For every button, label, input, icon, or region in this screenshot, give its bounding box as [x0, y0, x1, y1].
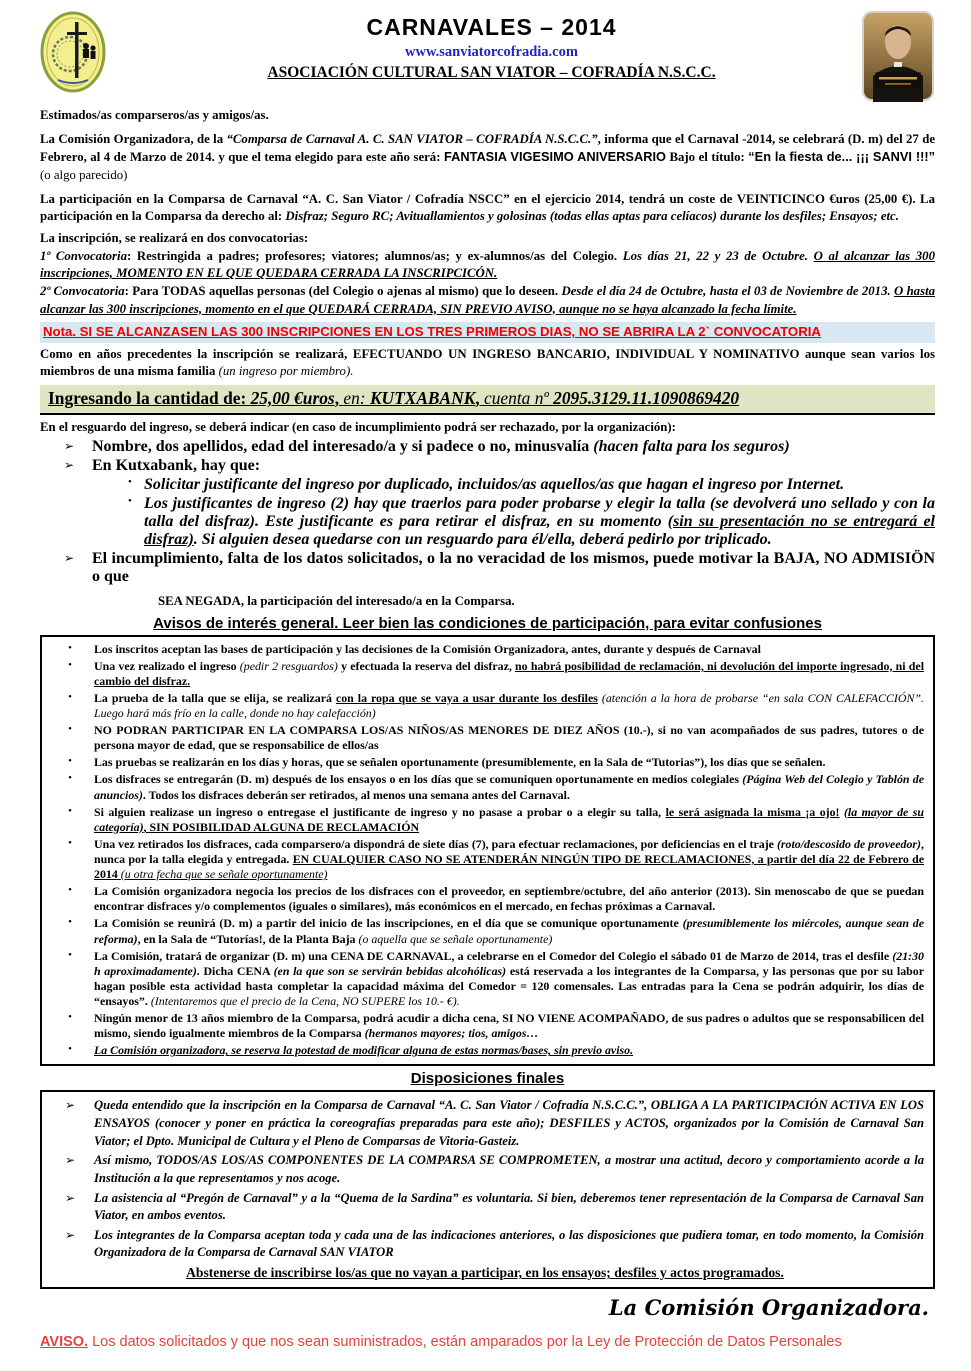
greeting-line: Estimados/as comparseros/as y amigos/as.	[40, 108, 269, 122]
list-item-text: Nombre, dos apellidos, edad del interesado/a y si padece o no, minusvalía (hacen falta para los seguros)	[92, 437, 790, 455]
list-item	[46, 884, 924, 914]
list-item	[128, 476, 935, 494]
list-item	[46, 691, 924, 721]
bullet-icon: •	[128, 475, 132, 488]
list-item	[64, 438, 935, 456]
list-item	[46, 916, 924, 946]
avisos-heading: Avisos de interés general. Leer bien las condiciones de participación, para evitar confusiones	[153, 614, 822, 632]
list-item-text: Los disfraces se entregarán (D. m) después de los ensayos o en los días que se comuniquen oportunamente en medios colegiales (Página Web del Colegio y Tablón de anuncios). Todos los disfraces deberán ser retirados, al menos una semana antes del Carnaval.	[94, 772, 924, 802]
founder-portrait-icon	[861, 10, 935, 102]
header-titles	[132, 10, 851, 82]
cost-paragraph: La participación en la Comparsa de Carnaval “A. C. San Viator / Cofradía NSCC” en el ejercicio 2014, tendrá un coste de VEINTICINCO €uros (25,00 €). La participación en la Comparsa da derecho al: Disfraz; Seguro RC; Avituallamientos y golosinas (todas ellas aptas para celíacos) durante los desfiles; Ensayos; etc.	[40, 191, 935, 224]
bullet-icon: •	[68, 690, 72, 703]
list-item	[46, 642, 924, 657]
resguardo-intro: En el resguardo del ingreso, se deberá indicar (en caso de incumplimiento podrá ser rechazado, por la organización):	[40, 420, 676, 435]
bank-deposit-banner: Ingresando la cantidad de: 25,00 €uros, en: KUTXABANK, cuenta nº 2095.3129.11.1090869420	[40, 385, 935, 415]
bullet-icon: •	[68, 755, 72, 768]
list-item-text: Así mismo, TODOS/AS LOS/AS COMPONENTES DE LA COMPARSA SE COMPROMETEN, a mostrar una actitud, decoro y comportamiento acorde a la Institución a la que representamos y nos acoge.	[94, 1153, 924, 1185]
convocatorias-intro: La inscripción, se realizará en dos convocatorias:	[40, 230, 309, 245]
cofradia-seal-icon	[40, 10, 106, 94]
bullet-icon: •	[68, 836, 72, 849]
list-item	[64, 550, 935, 586]
bullet-icon: •	[128, 494, 132, 507]
aviso-line: AVISO. Los datos solicitados y que nos sean suministrados, están amparados por la Ley de Protección de Datos Personales	[40, 1333, 842, 1350]
list-item-text: La Comisión organizadora negocia los precios de los disfraces con el proveedor, en septiembre/octubre, del año anterior (2013). Sin menoscabo de que se puedan encontrar disfraces y/o complementos (iguales o similares), más económicos en el mercado, en fechas próximas a Carnaval.	[94, 884, 924, 914]
list-item-text: Ningún menor de 13 años miembro de la Comparsa, podrá acudir a dicha cena, SI NO VIENE ACOMPAÑADO, de sus padres o adultos que se responsabilicen del mismo, siendo igualmente miembros de la Comparsa (hermanos mayores; tios, amigos…	[94, 1011, 924, 1041]
list-item-text: Los inscritos aceptan las bases de participación y las decisiones de la Comisión Organizadora, antes, durante y después de Carnaval	[94, 641, 761, 656]
cofradia-logo	[40, 10, 132, 99]
disposiciones-heading: Disposiciones finales	[410, 1070, 565, 1088]
document-header	[40, 10, 935, 102]
list-item-text: Queda entendido que la inscripción en la Comparsa de Carnaval “A. C. San Viator / Cofradía N.S.C.C.”, OBLIGA A LA PARTICIPACIÓN ACTIVA EN LOS ENSAYOS (conocer y poner en práctica la coreografías preparadas para este año); DESFILES y ACTOS, organizados por la Comisión de Carnaval San Viator; el Dpto. Municipal de Cultura y el Pleno de Comparsas de Vitoria-Gasteiz.	[94, 1098, 924, 1148]
list-item-text: El incumplimiento, falta de los datos solicitados, o la no veracidad de los mismos, puede motivar la BAJA, NO ADMISIÖN o que	[92, 549, 935, 585]
list-item	[46, 837, 924, 882]
founder-portrait	[851, 10, 935, 102]
website-link[interactable]: www.sanviatorcofradia.com	[405, 44, 578, 60]
list-item-text: NO PODRAN PARTICIPAR EN LA COMPARSA LOS/AS NIÑOS/AS MENORES DE DIEZ AÑOS (10.-), si no van acompañados de sus padres, tutores o de persona mayor de edad, que se responsabilice de ellos/as	[94, 723, 924, 753]
arrow-bullet-icon: ➢	[64, 1227, 76, 1242]
list-item	[46, 1152, 924, 1187]
list-item	[46, 755, 924, 770]
org-name: ASOCIACIÓN CULTURAL SAN VIATOR – COFRADÍA N.S.C.C.	[267, 64, 716, 81]
bullet-icon: •	[68, 916, 72, 929]
list-item-text: La Comisión se reunirá (D. m) a partir del inicio de las inscripciones, en el día que se comunique oportunamente (presumiblemente los miércoles, aunque sean de reforma), en la Sala de “Tutorías!, de la Planta Baja (o aquella que se señale oportunamente)	[94, 916, 924, 946]
list-item	[46, 1227, 924, 1262]
bullet-icon: •	[68, 723, 72, 736]
list-item-text: Los justificantes de ingreso (2) hay que traerlos para poder probarse y elegir la talla (se devolverá uno sellado y con la talla del disfraz). Este justificante es para retirar el disfraz, en su momento (sin su presentación no se entregará el disfraz). Si alguien desea quedarse con un resguardo para él/ella, deberá pedirlo por triplicado.	[144, 494, 935, 548]
bullet-icon: •	[68, 884, 72, 897]
arrow-bullet-icon: ➢	[64, 550, 75, 565]
arrow-bullet-icon: ➢	[64, 1153, 76, 1168]
disposiciones-list	[46, 1097, 924, 1262]
arrow-bullet-icon: ➢	[64, 1098, 76, 1113]
abstenerse-line: Abstenerse de inscribirse los/as que no vayan a participar, en los ensayos; desfiles y actos programados.	[186, 1265, 784, 1281]
list-item	[46, 723, 924, 753]
list-item-text: La asistencia al “Pregón de Carnaval” y a la “Quema de la Sardina” es voluntaria. Si bien, deberemos tener representación de la Comparsa de Carnaval San Viator, en ambos eventos.	[94, 1190, 924, 1223]
convocatoria-2: 2º Convocatoria: Para TODAS aquellas personas (del Colegio o ajenas al mismo) que lo deseen. Desde el día 24 de Octubre, hasta el 03 de Noviembre de 2013. O hasta alcanzar las 300 inscripciones, momento en el que QUEDARÁ CERRADA, SIN PREVIO AVISO, aunque no se haya alcanzado la fecha límite.	[40, 283, 936, 316]
kutxabank-sublist	[128, 476, 935, 549]
signature: La Comisión Organizadora.	[608, 1294, 929, 1320]
intro-paragraph: La Comisión Organizadora, de la “Comparsa de Carnaval A. C. SAN VIATOR – COFRADÍA N.S.C.C.”, informa que el Carnaval -2014, se celebrará (D. m) del 27 de Febrero, al 4 de Marzo de 2014. y que el tema elegido para este año será: FANTASIA VIGESIMO ANIVERSARIO Bajo el título: “En la fiesta de... ¡¡¡ SANVI !!!” (o algo parecido)	[40, 131, 935, 182]
disposiciones-box	[40, 1090, 935, 1288]
list-item	[128, 495, 935, 549]
avisos-box	[40, 635, 935, 1067]
list-item-text: La prueba de la talla que se elija, se realizará con la ropa que se vaya a usar durante los desfiles (atención a la hora de probarse “en sala CON CALEFACCIÓN”. Luego hará más frío en la calle, donde no hay calefacción)	[94, 690, 924, 720]
arrow-bullet-icon: ➢	[64, 438, 75, 453]
resguardo-list	[64, 438, 935, 475]
list-item-text: En Kutxabank, hay que:	[92, 456, 261, 474]
nota-banner: Nota. SI SE ALCANZASEN LAS 300 INSCRIPCIONES EN LOS TRES PRIMEROS DIAS, NO SE ABRIRA LA 2` CONVOCATORIA	[40, 322, 935, 342]
incumplimiento-list	[64, 550, 935, 586]
bullet-icon: •	[68, 1011, 72, 1024]
sea-negada-line: SEA NEGADA, la participación del interesado/a en la Comparsa.	[158, 593, 515, 608]
list-item	[46, 772, 924, 802]
list-item	[46, 1043, 924, 1058]
list-item-text: La Comisión, tratará de organizar (D. m) una CENA DE CARNAVAL, a celebrarse en el Comedor del Colegio el sábado 01 de Marzo de 2014, tras el desfile (21:30 h aproximadamente). Dicha CENA (en la que son se servirán bebidas alcohólicas) está reservada a los integrantes de la Comparsa, y las personas que por su labor hagan posible esta actividad hasta completar la capacidad máxima del Comedor = 120 comensales. Las entradas para la Cena se podrán adquirir, los días de “ensayos”. (Intentaremos que el precio de la Cena, NO SUPERE los 10.- €).	[94, 948, 924, 1008]
list-item-text: Solicitar justificante del ingreso por duplicado, incluidos/as aquellos/as que hagan el ingreso por Internet.	[144, 475, 845, 493]
bullet-icon: •	[68, 658, 72, 671]
list-item	[46, 1097, 924, 1150]
list-item-text: Las pruebas se realizarán en los días y horas, que se señalen oportunamente (presumiblemente, en la Sala de “Tutorias”), los días que se señalen.	[94, 755, 826, 770]
list-item-text: La Comisión organizadora, se reserva la potestad de modificar alguna de estas normas/bases, sin previo aviso.	[94, 1043, 634, 1058]
bullet-icon: •	[68, 1043, 72, 1056]
arrow-bullet-icon: ➢	[64, 457, 75, 472]
page-title: CARNAVALES – 2014	[366, 14, 617, 40]
list-item-text: Una vez realizado el ingreso (pedir 2 resguardos) y efectuada la reserva del disfraz, no habrá posibilidad de reclamación, ni devolución del importe ingresado, ni del cambio del disfraz.	[94, 658, 924, 688]
list-item	[64, 457, 935, 475]
list-item-text: Si alguien realizase un ingreso o entregase el justificante de ingreso y no pasase a probar o a elegir su talla, le será asignada la misma ¡a ojo! (la mayor de su categoría), SIN POSIBILIDAD ALGUNA DE RECLAMACIÓN	[94, 804, 924, 834]
list-item	[46, 1011, 924, 1041]
list-item	[46, 659, 924, 689]
bullet-icon: •	[68, 641, 72, 654]
arrow-bullet-icon: ➢	[64, 1190, 76, 1205]
bullet-icon: •	[68, 948, 72, 961]
list-item	[46, 1190, 924, 1225]
bullet-icon: •	[68, 772, 72, 785]
bullet-icon: •	[68, 804, 72, 817]
list-item	[46, 949, 924, 1009]
avisos-list	[46, 642, 924, 1059]
ingreso-intro: Como en años precedentes la inscripción se realizará, EFECTUANDO UN INGRESO BANCARIO, INDIVIDUAL Y NOMINATIVO aunque sean varios los miembros de una misma familia (un ingreso por miembro).	[40, 346, 935, 379]
list-item-text: Los integrantes de la Comparsa aceptan toda y cada una de las indicaciones anteriores, o las disposiciones que pudiera tomar, en todo momento, la Comisión Organizadora de la Comparsa de Carnaval SAN VIATOR	[94, 1227, 924, 1260]
list-item-text: Una vez retirados los disfraces, cada comparsero/a dispondrá de siete días (7), para efectuar reclamaciones, por deficiencias en el traje (roto/descosido de proveedor), nunca por la talla elegida y entregada. EN CUALQUIER CASO NO SE ATENDERÁN NINGÚN TIPO DE RECLAMACIONES, a partir del día 22 de Febrero de 2014 (u otra fecha que se señale oportunamente)	[94, 836, 925, 882]
list-item	[46, 805, 924, 835]
convocatoria-1: 1º Convocatoria: Restringida a padres; profesores; viatores; alumnos/as; y ex-alumnos/as del Colegio. Los días 21, 22 y 23 de Octubre. O al alcanzar las 300 inscripciones, MOMENTO EN EL QUE QUEDARA CERRADA LA INSCRIPCICÓN.	[40, 248, 935, 281]
